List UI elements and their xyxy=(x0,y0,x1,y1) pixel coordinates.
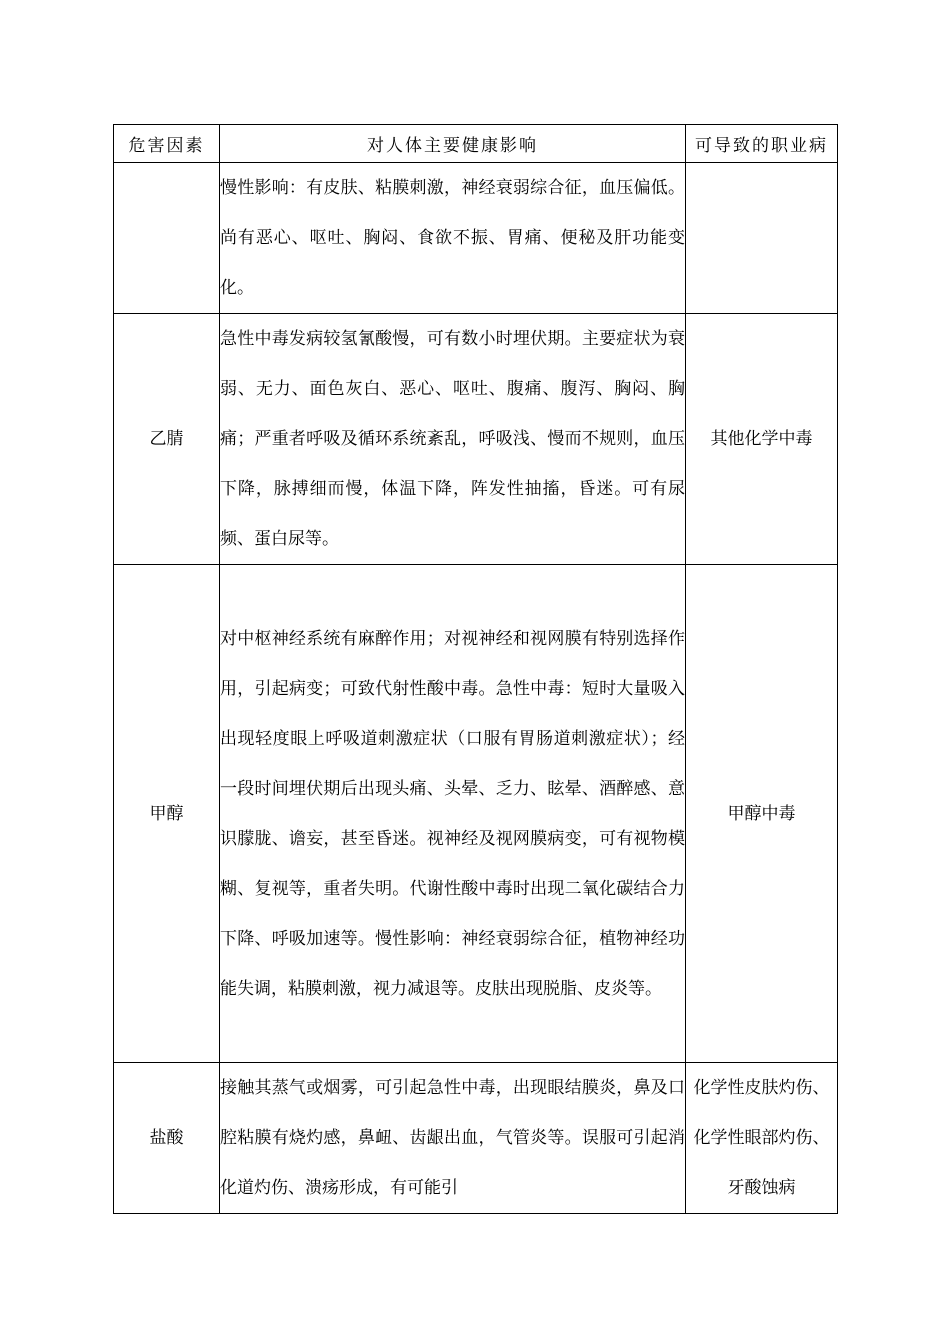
health-effect-cell: 接触其蒸气或烟雾，可引起急性中毒，出现眼结膜炎，鼻及口腔粘膜有烧灼感，鼻衄、齿龈出血，气管炎等。误服可引起消化道灼伤、溃疡形成，有可能引 xyxy=(220,1063,686,1214)
hazard-factor-cell xyxy=(114,163,220,314)
occupational-disease-cell xyxy=(686,163,838,314)
header-hazard-factor: 危害因素 xyxy=(114,125,220,163)
occupational-disease-cell: 其他化学中毒 xyxy=(686,314,838,565)
hazard-factor-cell: 甲醇 xyxy=(114,565,220,1063)
header-occupational-disease: 可导致的职业病 xyxy=(686,125,838,163)
table-row xyxy=(114,1063,838,1214)
hazard-table xyxy=(113,124,838,1214)
hazard-factor-cell: 盐酸 xyxy=(114,1063,220,1214)
table-header-row xyxy=(114,125,838,163)
table-row xyxy=(114,314,838,565)
table-row xyxy=(114,163,838,314)
occupational-disease-cell: 甲醇中毒 xyxy=(686,565,838,1063)
health-effect-cell: 对中枢神经系统有麻醉作用；对视神经和视网膜有特别选择作用，引起病变；可致代射性酸中毒。急性中毒：短时大量吸入出现轻度眼上呼吸道刺激症状（口服有胃肠道刺激症状）；经一段时间埋伏期后出现头痛、头晕、乏力、眩晕、酒醉感、意识朦胧、谵妄，甚至昏迷。视神经及视网膜病变，可有视物模糊、复视等，重者失明。代谢性酸中毒时出现二氧化碳结合力下降、呼吸加速等。慢性影响：神经衰弱综合征，植物神经功能失调，粘膜刺激，视力减退等。皮肤出现脱脂、皮炎等。 xyxy=(220,565,686,1063)
health-effect-cell: 慢性影响：有皮肤、粘膜刺激，神经衰弱综合征，血压偏低。尚有恶心、呕吐、胸闷、食欲不振、胃痛、便秘及肝功能变化。 xyxy=(220,163,686,314)
occupational-disease-cell: 化学性皮肤灼伤、化学性眼部灼伤、牙酸蚀病 xyxy=(686,1063,838,1214)
health-effect-cell: 急性中毒发病较氢氰酸慢，可有数小时埋伏期。主要症状为衰弱、无力、面色灰白、恶心、呕吐、腹痛、腹泻、胸闷、胸痛；严重者呼吸及循环系统紊乱，呼吸浅、慢而不规则，血压下降，脉搏细而慢，体温下降，阵发性抽搐，昏迷。可有尿频、蛋白尿等。 xyxy=(220,314,686,565)
hazard-factor-cell: 乙腈 xyxy=(114,314,220,565)
header-health-effect: 对人体主要健康影响 xyxy=(220,125,686,163)
table-row xyxy=(114,565,838,1063)
